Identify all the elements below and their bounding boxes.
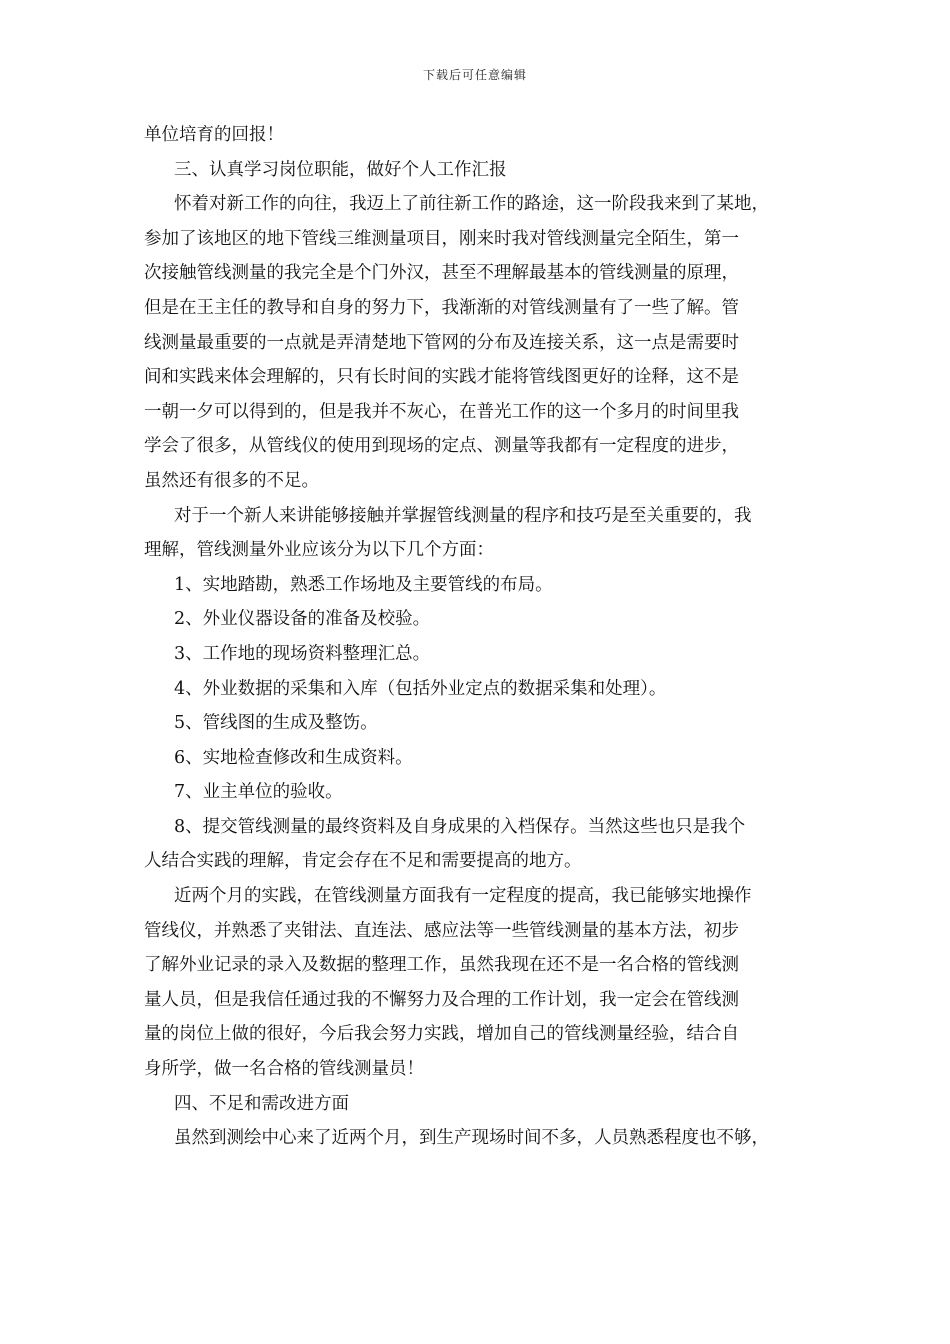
text-line: 单位培育的回报！ <box>144 125 284 145</box>
text-line: 近两个月的实践，在管线测量方面我有一定程度的提高，我已能够实地操作 <box>174 886 752 907</box>
text-line: 8、提交管线测量的最终资料及自身成果的入档保存。当然这些也只是我个 <box>174 816 746 837</box>
text-line: 了解外业记录的录入及数据的整理工作，虽然我现在还不是一名合格的管线测 <box>144 955 739 976</box>
text-line: 对于一个新人来讲能够接触并掌握管线测量的程序和技巧是至关重要的，我 <box>174 505 752 526</box>
document-body <box>144 118 824 1156</box>
text-line: 管线仪，并熟悉了夹钳法、直连法、感应法等一些管线测量的基本方法，初步 <box>144 920 739 941</box>
text-line: 虽然到测绘中心来了近两个月，到生产现场时间不多，人员熟悉程度也不够， <box>174 1128 769 1149</box>
text-line: 线测量最重要的一点就是弄清楚地下管网的分布及连接关系，这一点是需要时 <box>144 332 739 353</box>
text-line: 4、外业数据的采集和入库（包括外业定点的数据采集和处理）。 <box>174 678 667 699</box>
text-line: 一朝一夕可以得到的，但是我并不灰心，在普光工作的这一个多月的时间里我 <box>144 401 739 422</box>
text-line: 量的岗位上做的很好，今后我会努力实践，增加自己的管线测量经验，结合自 <box>144 1024 739 1045</box>
text-line: 7、业主单位的验收。 <box>174 782 343 803</box>
text-line: 人结合实践的理解，肯定会存在不足和需要提高的地方。 <box>144 851 582 872</box>
text-line: 虽然还有很多的不足。 <box>144 470 319 491</box>
text-line: 参加了该地区的地下管线三维测量项目，刚来时我对管线测量完全陌生，第一 <box>144 228 739 249</box>
text-line: 三、认真学习岗位职能，做好个人工作汇报 <box>174 159 507 180</box>
text-line: 但是在王主任的教导和自身的努力下，我渐渐的对管线测量有了一些了解。管 <box>144 297 739 318</box>
page-header: 下载后可任意编辑 <box>422 68 527 82</box>
text-line: 四、不足和需改进方面 <box>174 1093 349 1114</box>
text-line: 怀着对新工作的向往，我迈上了前往新工作的路途，这一阶段我来到了某地， <box>174 194 769 215</box>
text-line: 3、工作地的现场资料整理汇总。 <box>174 643 431 664</box>
text-line: 6、实地检查修改和生成资料。 <box>174 747 413 768</box>
text-line: 理解，管线测量外业应该分为以下几个方面： <box>144 540 494 561</box>
text-line: 次接触管线测量的我完全是个门外汉，甚至不理解最基本的管线测量的原理， <box>144 263 739 284</box>
text-line: 1、实地踏勘，熟悉工作场地及主要管线的布局。 <box>174 574 553 595</box>
text-line: 5、管线图的生成及整饬。 <box>174 713 378 734</box>
text-line: 身所学，做一名合格的管线测量员！ <box>144 1059 424 1080</box>
text-line: 学会了很多，从管线仪的使用到现场的定点、测量等我都有一定程度的进步， <box>144 436 739 457</box>
text-line: 量人员，但是我信任通过我的不懈努力及合理的工作计划，我一定会在管线测 <box>144 989 739 1010</box>
text-line: 2、外业仪器设备的准备及校验。 <box>174 609 431 630</box>
text-line: 间和实践来体会理解的，只有长时间的实践才能将管线图更好的诠释，这不是 <box>144 367 739 388</box>
